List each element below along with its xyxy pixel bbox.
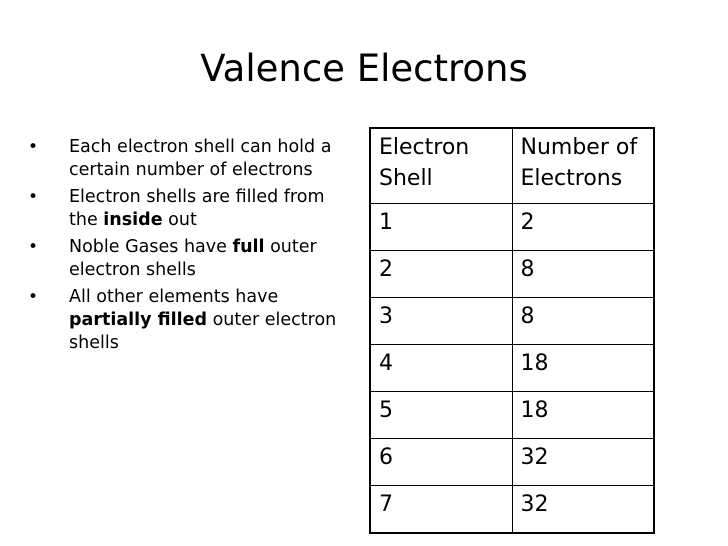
table-header-row — [370, 128, 654, 204]
header-number-of-electrons: Number of Electrons — [512, 128, 654, 204]
table-row — [370, 439, 654, 486]
bullet-dot-icon: • — [28, 287, 39, 307]
bullet-text: All other elements have — [69, 287, 279, 307]
bullet-dot-icon: • — [28, 187, 39, 207]
table-body — [370, 204, 654, 534]
bullet-text: outer electron shells — [69, 310, 337, 353]
cell-electron-count: 2 — [512, 204, 654, 251]
bullet-emphasis: full — [232, 237, 265, 257]
bullet-dot-icon: • — [28, 137, 39, 157]
cell-electron-count: 18 — [512, 345, 654, 392]
table-row — [370, 251, 654, 298]
table-row — [370, 204, 654, 251]
table-row — [370, 486, 654, 534]
cell-shell-number: 4 — [370, 345, 512, 392]
table-header — [370, 128, 654, 204]
bullet-text: outer electron shells — [69, 237, 317, 280]
cell-shell-number: 3 — [370, 298, 512, 345]
bullet-text: out — [162, 210, 197, 230]
bullet-text: Electron shells are filled from the — [69, 187, 325, 230]
cell-electron-count: 8 — [512, 251, 654, 298]
bullet-item — [24, 236, 354, 282]
cell-shell-number: 5 — [370, 392, 512, 439]
header-electron-shell: Electron Shell — [370, 128, 512, 204]
table-row — [370, 392, 654, 439]
cell-electron-count: 18 — [512, 392, 654, 439]
cell-shell-number: 7 — [370, 486, 512, 534]
cell-electron-count: 32 — [512, 439, 654, 486]
bullet-text: Noble Gases have — [69, 237, 233, 257]
cell-electron-count: 8 — [512, 298, 654, 345]
table-row — [370, 298, 654, 345]
bullet-text: Each electron shell can hold a certain number of electrons — [69, 137, 332, 180]
slide-title: Valence Electrons — [200, 47, 528, 90]
cell-shell-number: 1 — [370, 204, 512, 251]
cell-electron-count: 32 — [512, 486, 654, 534]
electron-shell-table — [369, 127, 655, 534]
bullet-item — [24, 136, 354, 182]
table-row — [370, 345, 654, 392]
bullet-dot-icon: • — [28, 237, 39, 257]
bullet-item — [24, 186, 354, 232]
bullet-emphasis: inside — [103, 210, 163, 230]
cell-shell-number: 6 — [370, 439, 512, 486]
bullet-list — [24, 136, 354, 359]
cell-shell-number: 2 — [370, 251, 512, 298]
bullet-item — [24, 286, 354, 355]
bullet-emphasis: partially filled — [69, 310, 208, 330]
